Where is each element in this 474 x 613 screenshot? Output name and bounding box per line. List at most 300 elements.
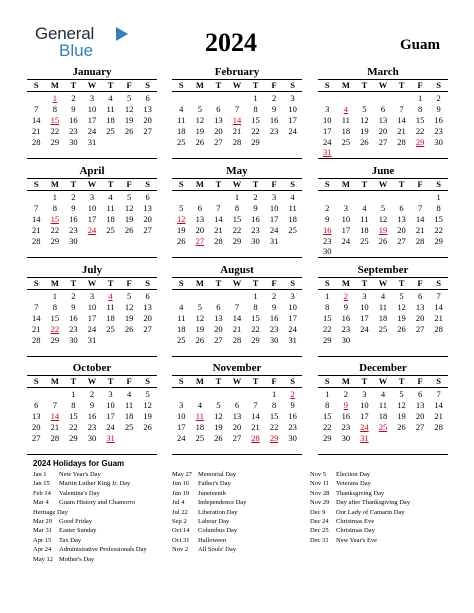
weekday-header (172, 79, 302, 92)
weekday-label: T (107, 179, 114, 189)
day-cell: 24 (177, 432, 186, 443)
holidays-column-1 (33, 470, 147, 564)
day-cell: 26 (124, 224, 134, 235)
day-cell: 5 (126, 291, 132, 301)
weekday-label: S (145, 179, 151, 189)
day-cell: 13 (214, 114, 223, 125)
empty-cell (27, 246, 46, 257)
empty-cell (411, 246, 430, 257)
day-cell: 14 (232, 312, 242, 323)
day-cell: 17 (341, 224, 351, 235)
day-cell: 24 (360, 323, 369, 334)
empty-cell (228, 246, 247, 257)
day-grid (318, 92, 448, 159)
empty-cell (209, 192, 228, 203)
day-cell: 10 (341, 213, 351, 224)
empty-cell (265, 246, 284, 257)
weekday-label: M (195, 376, 204, 386)
empty-cell (392, 246, 411, 257)
day-cell: 7 (234, 301, 240, 312)
empty-cell (46, 147, 65, 158)
day-cell: 30 (69, 235, 78, 246)
month-title: February (214, 66, 260, 78)
day-cell: 2 (89, 389, 95, 399)
day-cell: 11 (378, 301, 388, 312)
weekday-label: F (126, 80, 132, 90)
day-cell: 21 (32, 125, 41, 136)
day-cell: 26 (124, 323, 134, 334)
day-cell: 21 (397, 125, 406, 136)
day-cell: 15 (69, 410, 78, 421)
holiday-row (33, 498, 147, 507)
day-cell: 1 (52, 291, 57, 301)
empty-cell (138, 433, 157, 444)
day-cell: 18 (378, 410, 388, 421)
day-cell: 2 (253, 192, 258, 202)
holiday-row (310, 536, 410, 545)
day-cell: 21 (50, 421, 60, 432)
empty-cell (355, 443, 374, 454)
holiday-row (172, 508, 247, 517)
holiday-name: Easter Sunday (59, 527, 97, 535)
empty-cell (429, 147, 448, 158)
empty-cell (209, 345, 228, 356)
empty-cell (209, 147, 228, 158)
empty-cell (120, 345, 139, 356)
day-grid (318, 191, 448, 258)
holiday-row (172, 517, 247, 526)
day-cell: 3 (179, 399, 184, 410)
day-cell: 16 (269, 312, 279, 323)
day-cell: 10 (87, 103, 97, 114)
holiday-row (172, 526, 247, 535)
weekday-label: F (271, 80, 277, 90)
weekday-header (27, 79, 157, 92)
empty-cell (318, 345, 337, 356)
day-cell: 28 (50, 432, 60, 443)
holiday-date: Nov 11 (310, 480, 330, 488)
weekday-header (318, 79, 448, 92)
holiday-date: Nov 5 (310, 471, 327, 478)
day-cell: 23 (269, 125, 279, 136)
weekday-label: W (232, 80, 242, 90)
weekday-label: T (215, 376, 222, 386)
holiday-row (33, 479, 147, 488)
day-cell: 16 (69, 213, 78, 224)
day-cell: 31 (87, 136, 97, 147)
day-cell: 7 (399, 103, 404, 114)
day-cell: 3 (89, 93, 95, 103)
empty-cell (429, 433, 448, 444)
empty-cell (228, 443, 247, 454)
holiday-date: Jun 19 (172, 489, 190, 497)
holiday-day-cell: 27 (195, 235, 205, 246)
holiday-date: Jul 22 (172, 508, 188, 516)
day-cell: 14 (214, 213, 223, 224)
weekday-label: F (126, 179, 132, 189)
empty-cell (138, 147, 157, 158)
holiday-row (310, 470, 410, 479)
empty-cell (120, 147, 139, 158)
empty-cell (374, 433, 393, 444)
holiday-row (172, 489, 247, 498)
empty-cell (283, 443, 302, 454)
day-cell: 28 (397, 136, 406, 147)
day-cell: 30 (341, 432, 351, 443)
weekday-label: T (70, 179, 77, 189)
holiday-name: Halloween (198, 536, 227, 544)
day-cell: 19 (397, 312, 406, 323)
day-cell: 10 (177, 410, 186, 421)
empty-cell (355, 192, 374, 203)
day-cell: 3 (108, 389, 113, 399)
day-cell: 3 (290, 93, 295, 103)
day-cell: 3 (89, 192, 95, 202)
day-cell: 28 (214, 235, 223, 246)
day-cell: 20 (415, 312, 425, 323)
empty-cell (209, 389, 228, 400)
empty-cell (64, 147, 83, 158)
holiday-name: Administrative Professionals Day (59, 546, 147, 554)
day-cell: 4 (179, 301, 184, 312)
holiday-date: Nov 2 (172, 546, 189, 554)
day-cell: 6 (399, 202, 404, 213)
day-cell: 16 (251, 213, 260, 224)
day-cell: 7 (253, 399, 258, 410)
day-cell: 10 (106, 399, 115, 410)
day-cell: 21 (415, 224, 425, 235)
holiday-day-cell: 15 (50, 213, 60, 224)
empty-cell (411, 433, 430, 444)
holiday-name: Columbus Day (198, 527, 238, 535)
day-cell: 23 (269, 323, 279, 334)
day-cell: 15 (251, 312, 260, 323)
empty-cell (209, 246, 228, 257)
month-title: January (72, 66, 112, 78)
day-cell: 4 (126, 389, 132, 399)
holiday-name: Valentine's Day (59, 489, 100, 497)
holidays-column-2 (172, 470, 247, 555)
empty-cell (172, 147, 191, 158)
day-cell: 20 (32, 421, 41, 432)
day-cell: 22 (415, 125, 425, 136)
day-cell: 14 (415, 213, 425, 224)
day-cell: 18 (177, 125, 186, 136)
day-cell: 25 (177, 136, 186, 147)
day-cell: 10 (288, 103, 297, 114)
holiday-day-cell: 9 (343, 399, 348, 410)
calendar-country: Guam (399, 37, 440, 53)
weekday-label: F (271, 278, 277, 288)
holiday-date: Dec 31 (310, 536, 329, 544)
day-cell: 7 (216, 202, 221, 213)
weekday-label: T (252, 80, 259, 90)
holiday-name: Thanksgiving Day (336, 489, 385, 497)
day-cell: 27 (32, 432, 41, 443)
day-cell: 4 (108, 93, 113, 103)
day-cell: 12 (378, 213, 388, 224)
day-cell: 25 (378, 323, 388, 334)
day-cell: 22 (50, 224, 60, 235)
weekday-label: T (215, 278, 222, 288)
day-cell: 16 (434, 114, 443, 125)
day-cell: 7 (52, 399, 57, 410)
day-cell: 3 (325, 103, 330, 114)
day-cell: 6 (216, 301, 221, 312)
day-cell: 2 (71, 93, 76, 103)
empty-cell (191, 345, 210, 356)
day-cell: 25 (106, 323, 115, 334)
weekday-label: T (70, 80, 77, 90)
weekday-label: F (417, 179, 423, 189)
day-cell: 5 (216, 399, 221, 410)
holiday-date: Apr 24 (33, 546, 52, 554)
empty-cell (27, 389, 46, 400)
day-cell: 17 (269, 213, 279, 224)
day-cell: 4 (362, 202, 367, 213)
holiday-date: May 27 (172, 471, 193, 478)
holiday-date: Jan 1 (33, 471, 47, 478)
empty-cell (355, 147, 374, 158)
day-cell: 1 (271, 389, 277, 399)
day-cell: 7 (34, 202, 39, 213)
day-cell: 2 (271, 291, 277, 301)
day-cell: 26 (397, 323, 406, 334)
empty-cell (429, 345, 448, 356)
day-cell: 4 (290, 192, 295, 202)
weekday-label: F (417, 278, 423, 288)
empty-cell (209, 291, 228, 302)
day-cell: 2 (71, 291, 76, 301)
day-cell: 22 (269, 421, 279, 432)
month-may (172, 165, 302, 258)
day-cell: 1 (52, 192, 57, 202)
day-cell: 15 (323, 312, 332, 323)
weekday-header (27, 375, 157, 388)
day-cell: 11 (177, 312, 186, 323)
day-cell: 15 (323, 410, 332, 421)
day-cell: 17 (106, 410, 115, 421)
day-cell: 12 (124, 103, 134, 114)
day-cell: 23 (251, 224, 260, 235)
empty-cell (172, 246, 191, 257)
day-cell: 16 (69, 312, 78, 323)
day-cell: 30 (434, 136, 443, 147)
empty-cell (374, 345, 393, 356)
day-cell: 26 (195, 136, 205, 147)
day-cell: 12 (195, 312, 205, 323)
day-cell: 28 (434, 421, 443, 432)
holiday-day-cell: 22 (50, 323, 60, 334)
day-cell: 23 (341, 323, 351, 334)
day-cell: 7 (436, 389, 441, 399)
empty-cell (172, 345, 191, 356)
day-cell: 16 (69, 114, 78, 125)
day-cell: 12 (124, 202, 134, 213)
day-cell: 13 (195, 213, 205, 224)
day-cell: 4 (380, 291, 386, 301)
month-march (318, 66, 448, 159)
day-cell: 6 (417, 291, 423, 301)
day-cell: 7 (34, 301, 39, 312)
weekday-header (172, 375, 302, 388)
empty-cell (228, 291, 247, 302)
day-cell: 5 (145, 389, 150, 399)
day-cell: 29 (251, 334, 260, 345)
day-grid (27, 290, 157, 357)
holiday-name: Memorial Day (198, 471, 237, 478)
weekday-label: W (378, 278, 388, 288)
day-cell: 24 (323, 136, 332, 147)
empty-cell (64, 246, 83, 257)
empty-cell (83, 147, 102, 158)
day-cell: 23 (69, 125, 78, 136)
day-cell: 29 (434, 235, 443, 246)
weekday-label: M (341, 376, 350, 386)
day-cell: 9 (89, 399, 95, 410)
empty-cell (27, 291, 46, 302)
weekday-label: S (145, 80, 151, 90)
holiday-name: New Year's Day (59, 471, 101, 478)
empty-cell (228, 389, 247, 400)
holiday-row (172, 536, 247, 545)
weekday-header (318, 178, 448, 191)
day-cell: 17 (87, 213, 97, 224)
empty-cell (337, 443, 356, 454)
empty-cell (374, 93, 393, 104)
month-title: July (81, 264, 103, 276)
day-grid (172, 290, 302, 357)
day-cell: 12 (397, 399, 406, 410)
empty-cell (191, 443, 210, 454)
holiday-name: Election Day (336, 471, 371, 478)
day-cell: 2 (271, 93, 277, 103)
weekday-label: S (290, 179, 296, 189)
day-cell: 3 (362, 389, 367, 399)
weekday-label: S (436, 278, 442, 288)
holiday-day-cell: 29 (415, 136, 425, 147)
month-title: November (212, 362, 262, 374)
weekday-label: T (361, 179, 368, 189)
holiday-name-continued: Heritage Day (33, 508, 68, 516)
holiday-day-cell: 19 (378, 224, 388, 235)
holiday-name: Veterans Day (336, 480, 371, 488)
day-cell: 26 (214, 432, 223, 443)
month-june (318, 165, 448, 258)
holiday-day-cell: 24 (87, 224, 97, 235)
day-cell: 8 (71, 399, 76, 410)
holiday-row (33, 489, 147, 498)
day-cell: 26 (397, 421, 406, 432)
weekday-label: W (87, 179, 97, 189)
holiday-name: Mother's Day (59, 555, 95, 563)
month-title: August (220, 264, 254, 276)
weekday-header (172, 178, 302, 191)
empty-cell (191, 246, 210, 257)
holiday-date: Jul 4 (172, 499, 185, 507)
weekday-label: W (87, 80, 97, 90)
day-cell: 29 (323, 432, 332, 443)
weekday-label: S (178, 376, 184, 386)
holiday-row (33, 470, 147, 479)
day-cell: 4 (197, 399, 202, 410)
day-cell: 17 (288, 312, 297, 323)
day-cell: 9 (290, 399, 295, 410)
day-cell: 26 (177, 235, 186, 246)
empty-cell (172, 443, 191, 454)
day-cell: 5 (126, 192, 132, 202)
empty-cell (318, 192, 337, 203)
day-cell: 11 (177, 114, 186, 125)
holiday-date: Apr 15 (33, 536, 52, 544)
holiday-day-cell: 31 (360, 432, 369, 443)
holiday-date: Oct 14 (172, 527, 190, 535)
empty-cell (209, 443, 228, 454)
brand-triangle-icon (116, 27, 128, 41)
empty-cell (355, 93, 374, 104)
day-cell: 13 (232, 410, 242, 421)
day-cell: 18 (106, 114, 115, 125)
holiday-name: All Souls' Day (198, 546, 237, 554)
month-october (27, 362, 157, 455)
empty-cell (337, 147, 356, 158)
weekday-label: W (378, 80, 388, 90)
empty-cell (138, 246, 157, 257)
weekday-label: M (50, 80, 59, 90)
holiday-row (172, 498, 247, 507)
day-cell: 21 (251, 421, 260, 432)
day-cell: 14 (251, 410, 260, 421)
holiday-day-cell: 14 (232, 114, 242, 125)
weekday-label: S (324, 179, 330, 189)
empty-cell (337, 93, 356, 104)
weekday-label: F (417, 80, 423, 90)
day-cell: 6 (197, 202, 202, 213)
month-september (318, 264, 448, 357)
day-cell: 8 (234, 202, 240, 213)
weekday-label: T (107, 278, 114, 288)
holiday-name: Labour Day (198, 517, 230, 525)
holiday-name: Independence Day (198, 499, 247, 507)
day-cell: 23 (69, 224, 78, 235)
day-cell: 5 (126, 93, 132, 103)
day-cell: 30 (341, 334, 351, 345)
empty-cell (318, 93, 337, 104)
empty-cell (46, 345, 65, 356)
day-cell: 13 (214, 312, 223, 323)
empty-cell (191, 147, 210, 158)
day-cell: 10 (360, 301, 369, 312)
day-cell: 1 (253, 291, 258, 301)
day-cell: 18 (378, 312, 388, 323)
weekday-label: T (107, 80, 114, 90)
day-cell: 21 (232, 323, 242, 334)
empty-cell (283, 246, 302, 257)
empty-cell (101, 147, 120, 158)
empty-cell (265, 443, 284, 454)
empty-cell (101, 236, 120, 247)
day-cell: 23 (323, 235, 332, 246)
weekday-label: T (252, 278, 259, 288)
weekday-label: T (398, 376, 405, 386)
day-cell: 15 (50, 312, 60, 323)
day-cell: 30 (288, 432, 297, 443)
day-cell: 9 (253, 202, 258, 213)
day-cell: 2 (436, 93, 441, 103)
holiday-day-cell: 1 (52, 93, 57, 103)
day-cell: 25 (106, 224, 115, 235)
holiday-name: Martin Luther King Jr. Day (59, 480, 131, 488)
